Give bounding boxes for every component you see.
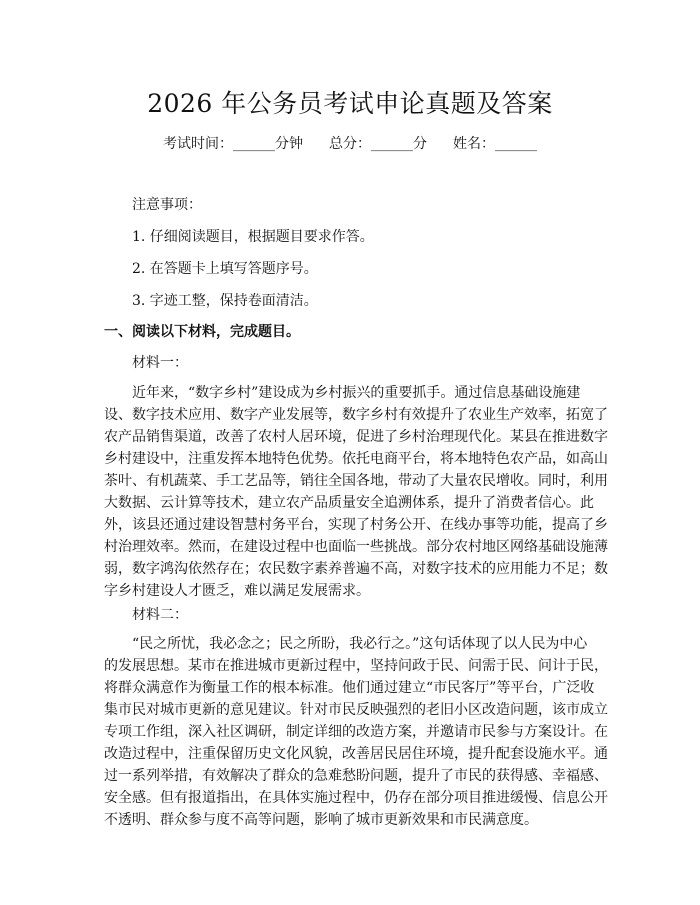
paragraph-line: 村治理效率。然而，在建设过程中也面临一些挑战。部分农村地区网络基础设施薄 [104, 539, 608, 555]
paragraph-line: 农产品销售渠道，改善了农村人居环境，促进了乡村治理现代化。某县在推进数字 [104, 429, 608, 445]
paragraph-line: 近年来，“数字乡村”建设成为乡村振兴的重要抓手。通过信息基础设施建 [104, 385, 581, 401]
paragraph-line: 不透明、群众参与度不高等问题，影响了城市更新效果和市民满意度。 [104, 812, 538, 828]
notice-item: 3. 字迹工整，保持卷面清洁。 [132, 293, 318, 309]
material-2-label: 材料二： [132, 607, 188, 623]
exam-meta [0, 133, 700, 153]
paragraph-line: 集市民对城市更新的意见建议。针对市民反映强烈的老旧小区改造问题，该市成立 [104, 702, 608, 718]
name-field: 姓名：______ [453, 136, 537, 152]
paragraph-line: 乡村建设中，注重发挥本地特色优势。依托电商平台，将本地特色农产品，如高山 [104, 451, 608, 467]
material-1-label: 材料一： [132, 355, 188, 371]
paragraph-line: 茶叶、有机蔬菜、手工艺品等，销往全国各地，带动了大量农民增收。同时，利用 [104, 473, 608, 489]
material-1-paragraph [104, 382, 608, 602]
paragraph-line: 大数据、云计算等技术，建立农产品质量安全追溯体系，提升了消费者信心。此 [104, 495, 594, 511]
notice-heading: 注意事项： [132, 197, 202, 213]
exam-time-field: 考试时间：______分钟 [163, 136, 303, 152]
notice-item: 1. 仔细阅读题目，根据题目要求作答。 [132, 229, 374, 245]
paragraph-line: 外，该县还通过建设智慧村务平台，实现了村务公开、在线办事等功能，提高了乡 [104, 517, 608, 533]
paragraph-line: 专项工作组，深入社区调研，制定详细的改造方案，并邀请市民参与方案设计。在 [104, 724, 608, 740]
paragraph-line: 将群众满意作为衡量工作的根本标准。他们通过建立“市民客厅”等平台，广泛收 [104, 680, 595, 696]
page-title: 2026 年公务员考试申论真题及答案 [147, 89, 553, 118]
paragraph-line: 弱，数字鸿沟依然存在；农民数字素养普遍不高，对数字技术的应用能力不足；数 [104, 561, 608, 577]
paragraph-line: 设、数字技术应用、数字产业发展等，数字乡村有效提升了农业生产效率，拓宽了 [104, 407, 608, 423]
material-2-paragraph [104, 633, 608, 831]
paragraph-line: 安全感。但有报道指出，在具体实施过程中，仍存在部分项目推进缓慢、信息公开 [104, 790, 608, 806]
notice-item: 2. 在答题卡上填写答题序号。 [132, 261, 318, 277]
paragraph-line: 的发展思想。某市在推进城市更新过程中，坚持问政于民、问需于民、问计于民， [104, 658, 608, 674]
total-score-field: 总分：______分 [329, 136, 427, 152]
paragraph-line: 字乡村建设人才匮乏，难以满足发展需求。 [104, 583, 370, 599]
paragraph-line: 改造过程中，注重保留历史文化风貌，改善居民居住环境，提升配套设施水平。通 [104, 746, 608, 762]
section-heading: 一、阅读以下材料，完成题目。 [104, 324, 300, 340]
paragraph-line: “民之所忧，我必念之；民之所盼，我必行之。”这句话体现了以人民为中心 [104, 636, 588, 652]
paragraph-line: 过一系列举措，有效解决了群众的急难愁盼问题，提升了市民的获得感、幸福感、 [104, 768, 608, 784]
